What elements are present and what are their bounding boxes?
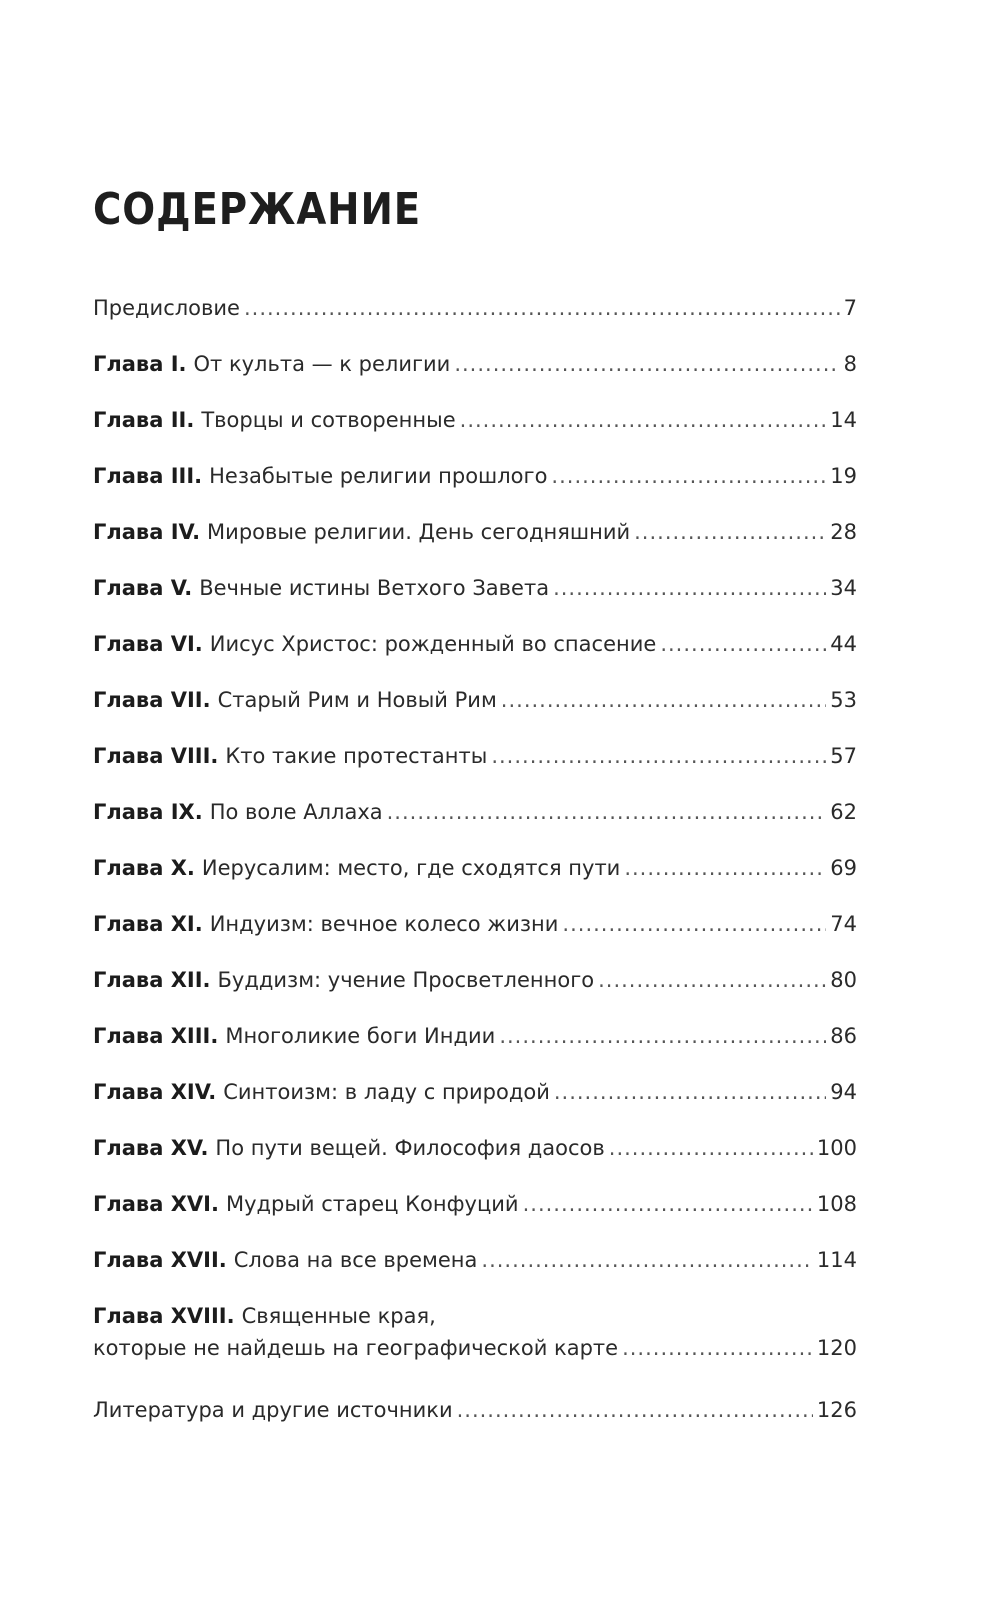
toc-entry-title-wrap xyxy=(93,352,450,376)
toc-chapter-label: Глава VI. xyxy=(93,632,203,656)
toc-entry-title: Старый Рим и Новый Рим xyxy=(217,688,497,712)
toc-entry-title-wrap xyxy=(93,408,456,432)
toc-entry-title: Предисловие xyxy=(93,296,240,320)
toc-chapter-label: Глава XVIII. xyxy=(93,1304,235,1328)
toc-entry-title-wrap xyxy=(93,1080,550,1104)
page-title: СОДЕРЖАНИЕ xyxy=(93,184,422,235)
toc-entry-title-wrap xyxy=(93,464,547,488)
toc-entry[interactable] xyxy=(93,856,857,912)
toc-chapter-label: Глава XIV. xyxy=(93,1080,217,1104)
toc-chapter-label: Глава IX. xyxy=(93,800,203,824)
toc-entry[interactable] xyxy=(93,352,857,408)
toc-page-number: 53 xyxy=(830,688,857,712)
toc-chapter-label: Глава XV. xyxy=(93,1136,209,1160)
toc-entry-title: Мудрый старец Конфуций xyxy=(225,1192,519,1216)
toc-entry-title: Слова на все времена xyxy=(233,1248,478,1272)
toc-entry-title: Незабытые религии прошлого xyxy=(209,464,548,488)
dot-leader xyxy=(457,1398,813,1422)
toc-entry[interactable] xyxy=(93,968,857,1024)
toc-page-number: 100 xyxy=(816,1136,857,1160)
toc-page-number: 126 xyxy=(816,1398,857,1422)
toc-entry[interactable] xyxy=(93,1136,857,1192)
toc-entry-title-wrap xyxy=(93,856,620,880)
toc-page-number: 80 xyxy=(830,968,857,992)
toc-page-number: 44 xyxy=(830,632,857,656)
toc-page xyxy=(93,0,857,1616)
toc-chapter-label: Глава X. xyxy=(93,856,195,880)
toc-page-number: 57 xyxy=(830,744,857,768)
toc-entry-title: Многоликие боги Индии xyxy=(225,1024,496,1048)
toc-entry-title: Индуизм: вечное колесо жизни xyxy=(209,912,559,936)
toc-entry-title-wrap xyxy=(93,576,549,600)
toc-entry[interactable] xyxy=(93,744,857,800)
toc-page-number: 7 xyxy=(843,296,857,320)
dot-leader xyxy=(554,1080,826,1104)
toc-entry-title-wrap xyxy=(93,632,656,656)
dot-leader xyxy=(481,1248,813,1272)
toc-page-number: 19 xyxy=(830,464,857,488)
toc-entry[interactable] xyxy=(93,800,857,856)
toc-entry[interactable] xyxy=(93,296,857,352)
toc-entry[interactable] xyxy=(93,1080,857,1136)
dot-leader xyxy=(491,744,826,768)
dot-leader xyxy=(624,856,826,880)
toc-chapter-label: Глава XI. xyxy=(93,912,203,936)
toc-entry-title: От культа — к религии xyxy=(193,352,451,376)
toc-entry-title: По пути вещей. Философия даосов xyxy=(215,1136,605,1160)
toc-chapter-label: Глава I. xyxy=(93,352,187,376)
toc-entry-title: Мировые религии. День сегодняшний xyxy=(207,520,631,544)
toc-entry[interactable] xyxy=(93,688,857,744)
toc-entry-title-wrap xyxy=(93,912,558,936)
toc-entry-title: Творцы и сотворенные xyxy=(201,408,456,432)
table-of-contents xyxy=(93,296,857,1454)
dot-leader xyxy=(454,352,839,376)
toc-chapter-label: Глава II. xyxy=(93,408,195,432)
toc-entry-title-line1: Священные края, xyxy=(241,1304,436,1328)
dot-leader xyxy=(501,688,826,712)
dot-leader xyxy=(553,576,826,600)
toc-entry[interactable] xyxy=(93,912,857,968)
toc-chapter-label: Глава VII. xyxy=(93,688,211,712)
dot-leader xyxy=(598,968,826,992)
dot-leader xyxy=(660,632,826,656)
toc-entry-title-wrap xyxy=(93,1136,605,1160)
toc-page-number: 114 xyxy=(816,1248,857,1272)
toc-entry-title: Иисус Христос: рожденный во спасение xyxy=(209,632,657,656)
toc-entry[interactable] xyxy=(93,1024,857,1080)
toc-entry-title-wrap xyxy=(93,520,630,544)
toc-entry-title: Литература и другие источники xyxy=(93,1398,453,1422)
toc-entry-bibliography[interactable] xyxy=(93,1398,857,1454)
dot-leader xyxy=(244,296,840,320)
toc-page-number: 94 xyxy=(830,1080,857,1104)
toc-page-number: 62 xyxy=(830,800,857,824)
toc-chapter-label: Глава III. xyxy=(93,464,203,488)
toc-entry-title-wrap xyxy=(93,688,497,712)
toc-chapter-label: Глава XIII. xyxy=(93,1024,219,1048)
toc-entry[interactable] xyxy=(93,464,857,520)
toc-entry-title: По воле Аллаха xyxy=(209,800,383,824)
toc-entry-title-wrap xyxy=(93,744,487,768)
toc-entry[interactable] xyxy=(93,1248,857,1304)
toc-entry[interactable] xyxy=(93,576,857,632)
dot-leader xyxy=(460,408,827,432)
toc-entry-title-wrap xyxy=(93,1024,495,1048)
toc-entry-title: Синтоизм: в ладу с природой xyxy=(223,1080,550,1104)
dot-leader xyxy=(523,1192,813,1216)
toc-page-number: 69 xyxy=(830,856,857,880)
toc-entry-title: Буддизм: учение Просветленного xyxy=(217,968,595,992)
toc-page-number: 34 xyxy=(830,576,857,600)
toc-entry[interactable] xyxy=(93,632,857,688)
toc-chapter-label: Глава VIII. xyxy=(93,744,219,768)
toc-entry-title: Кто такие протестанты xyxy=(225,744,488,768)
toc-entry-title: Иерусалим: место, где сходятся пути xyxy=(201,856,621,880)
toc-entry-title-line2: которые не найдешь на географической карте xyxy=(93,1336,619,1360)
dot-leader xyxy=(499,1024,826,1048)
toc-chapter-label: Глава XVII. xyxy=(93,1248,227,1272)
toc-page-number: 8 xyxy=(843,352,857,376)
toc-entry-title-wrap xyxy=(93,1248,477,1272)
toc-page-number: 14 xyxy=(830,408,857,432)
dot-leader xyxy=(622,1336,813,1360)
toc-chapter-label: Глава XII. xyxy=(93,968,211,992)
toc-entry-title: Вечные истины Ветхого Завета xyxy=(199,576,550,600)
toc-page-number: 86 xyxy=(830,1024,857,1048)
toc-entry-title-wrap xyxy=(93,968,594,992)
dot-leader xyxy=(634,520,826,544)
toc-page-number: 108 xyxy=(816,1192,857,1216)
toc-entry-title-wrap xyxy=(93,800,383,824)
toc-chapter-label: Глава V. xyxy=(93,576,193,600)
toc-entry-chapter-18[interactable] xyxy=(93,1304,857,1398)
toc-chapter-label: Глава IV. xyxy=(93,520,201,544)
toc-page-number: 120 xyxy=(816,1336,857,1360)
dot-leader xyxy=(551,464,826,488)
dot-leader xyxy=(609,1136,813,1160)
toc-entry-title-wrap xyxy=(93,1192,519,1216)
toc-page-number: 74 xyxy=(830,912,857,936)
toc-page-number: 28 xyxy=(830,520,857,544)
dot-leader xyxy=(562,912,826,936)
dot-leader xyxy=(387,800,827,824)
toc-entry[interactable] xyxy=(93,520,857,576)
toc-entry-title-wrap xyxy=(93,296,240,320)
toc-entry[interactable] xyxy=(93,408,857,464)
toc-entry[interactable] xyxy=(93,1192,857,1248)
toc-chapter-label: Глава XVI. xyxy=(93,1192,219,1216)
